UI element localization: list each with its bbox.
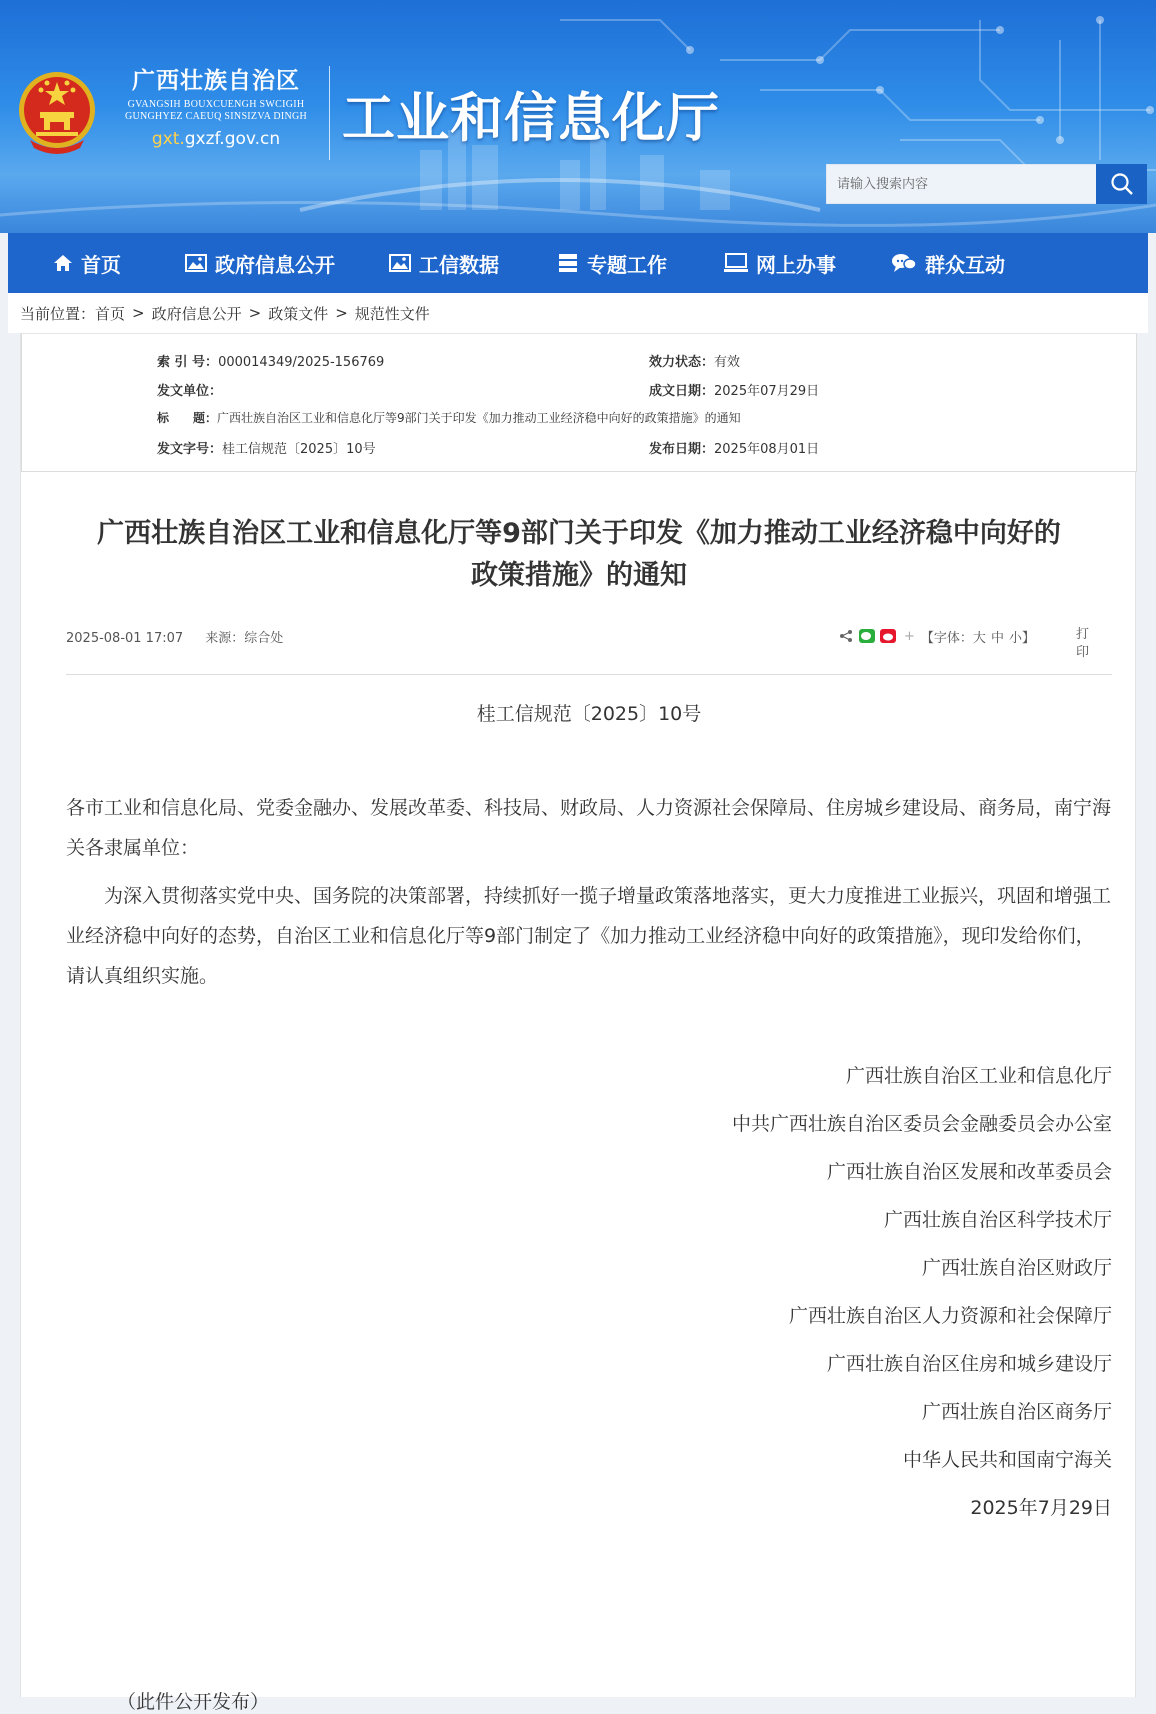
publish-note: （此件公开发布） — [117, 1691, 270, 1713]
meta-value: 2025年08月01日 — [714, 442, 820, 457]
recipients-paragraph: 各市工业和信息化局、党委金融办、发展改革委、科技局、财政局、人力资源社会保障局、住房城乡建设局、商务局，南宁海关各隶属单位： — [66, 797, 1112, 859]
nav-item-home[interactable] — [8, 233, 160, 293]
article-tools — [839, 627, 1035, 645]
meta-label: 标 题： — [157, 411, 218, 425]
nav-item-public-interaction[interactable] — [864, 233, 1032, 293]
nav-label: 工信数据 — [419, 252, 499, 277]
share-icon[interactable] — [839, 629, 853, 643]
article-title-line-1: 广西壮族自治区工业和信息化厅等9部门关于印发《加力推动工业经济稳中向好的 — [97, 518, 1061, 549]
breadcrumb-link-policy[interactable]: 政策文件 — [268, 304, 329, 323]
meta-label: 索 引 号： — [157, 355, 219, 370]
header-divider — [329, 66, 330, 160]
meta-value: 000014349/2025-156769 — [218, 355, 385, 370]
weibo-icon[interactable] — [880, 629, 896, 643]
content-panel — [20, 333, 1136, 1713]
nav-item-online-services[interactable] — [696, 233, 864, 293]
nav-label: 专题工作 — [587, 252, 667, 277]
signatory: 广西壮族自治区科学技术厅 — [883, 1209, 1112, 1231]
breadcrumb-link-normative[interactable]: 规范性文件 — [354, 304, 430, 323]
wechat-icon[interactable] — [859, 629, 875, 643]
meta-label: 成文日期： — [649, 384, 715, 399]
meta-value: 2025年07月29日 — [714, 384, 820, 399]
article-title — [61, 513, 1097, 597]
breadcrumb-separator: > — [132, 304, 145, 322]
nav-label: 首页 — [81, 252, 121, 277]
signatory: 广西壮族自治区住房和城乡建设厅 — [826, 1353, 1112, 1375]
meta-label: 发文字号： — [157, 442, 223, 457]
province-zhuang-name — [118, 99, 314, 123]
font-small-button[interactable]: 小 — [1008, 630, 1022, 646]
document-metadata — [21, 333, 1137, 472]
signatory: 广西壮族自治区财政厅 — [921, 1257, 1112, 1279]
meta-published — [649, 438, 819, 457]
meta-value: 广西壮族自治区工业和信息化厅等9部门关于印发《加力推动工业经济稳中向好的政策措施》的通知 — [217, 411, 741, 425]
signatory: 广西壮族自治区发展和改革委员会 — [826, 1161, 1112, 1183]
breadcrumb-separator: > — [248, 304, 262, 322]
province-block — [118, 62, 314, 149]
article-info — [66, 627, 283, 646]
font-size-label: 【字体： — [920, 630, 973, 646]
document-number: 桂工信规范〔2025〕10号 — [476, 703, 702, 725]
signatory: 广西壮族自治区商务厅 — [921, 1401, 1112, 1423]
site-url-domain: gxzf.gov.cn — [184, 129, 281, 149]
body-paragraph: 为深入贯彻落实党中央、国务院的决策部署，持续抓好一揽子增量政策落地落实，更大力度推进工业振兴，巩固和增强工业经济稳中向好的态势，自治区工业和信息化厅等9部门制定了《加力推动工业经济稳中向好的政策措施》，现印发给你们，请认真组织实施。 — [66, 885, 1112, 987]
province-zhuang-line-2: GUNGHYEZ CAEUQ SINSIZVA DINGH — [124, 111, 308, 122]
more-share[interactable]: + — [904, 628, 915, 644]
breadcrumb — [8, 293, 1148, 333]
font-medium-button[interactable]: 中 — [990, 630, 1004, 646]
font-size-close: 】 — [1021, 630, 1035, 646]
picture-icon — [389, 254, 411, 272]
main-nav — [8, 233, 1148, 293]
breadcrumb-label: 当前位置： — [20, 304, 96, 323]
home-icon — [53, 253, 73, 273]
meta-value: 桂工信规范〔2025〕10号 — [222, 442, 376, 457]
signatory: 广西壮族自治区人力资源和社会保障厅 — [788, 1305, 1112, 1327]
province-name: 广西壮族自治区 — [132, 68, 300, 94]
nav-item-special-topics[interactable] — [528, 233, 696, 293]
meta-created — [649, 380, 819, 399]
meta-status — [649, 351, 740, 370]
signatory: 中共广西壮族自治区委员会金融委员会办公室 — [731, 1113, 1112, 1135]
stack-icon — [557, 253, 579, 273]
search-box — [826, 164, 1098, 204]
publish-datetime: 2025-08-01 17:07 — [66, 631, 184, 646]
nav-label: 群众互动 — [925, 252, 1005, 277]
department-title: 工业和信息化厅 — [342, 87, 720, 149]
article-source: 来源：综合处 — [205, 631, 284, 646]
monitor-icon — [724, 253, 748, 273]
meta-docnum — [157, 438, 376, 457]
nav-item-data[interactable] — [360, 233, 528, 293]
breadcrumb-separator: > — [335, 304, 348, 322]
meta-label: 发文单位： — [157, 384, 223, 399]
meta-label: 发布日期： — [649, 442, 715, 457]
nav-item-gov-info[interactable] — [160, 233, 360, 293]
province-zhuang-line-1: GVANGSIH BOUXCUENGH SWCIGIH — [127, 99, 305, 110]
signatory: 中华人民共和国南宁海关 — [902, 1449, 1112, 1471]
search-icon — [1110, 172, 1134, 196]
signatory: 广西壮族自治区工业和信息化厅 — [845, 1065, 1112, 1087]
picture-icon — [185, 254, 207, 272]
meta-label: 效力状态： — [649, 355, 715, 370]
search-button[interactable] — [1096, 164, 1147, 204]
sign-date: 2025年7月29日 — [970, 1497, 1112, 1519]
nav-label: 网上办事 — [756, 252, 836, 277]
breadcrumb-link-home[interactable]: 首页 — [95, 304, 126, 323]
meta-value: 有效 — [714, 355, 741, 370]
chat-icon — [891, 253, 917, 273]
meta-issuer — [157, 380, 222, 399]
site-url[interactable] — [118, 129, 314, 149]
national-emblem — [16, 68, 98, 158]
font-large-button[interactable]: 大 — [972, 630, 986, 646]
meta-title — [157, 409, 741, 426]
site-url-prefix: gxt. — [151, 129, 185, 149]
article-title-line-2: 政策措施》的通知 — [471, 560, 687, 591]
nav-label: 政府信息公开 — [215, 252, 335, 277]
site-header — [0, 0, 1156, 233]
article-divider — [66, 674, 1112, 675]
meta-index — [157, 351, 384, 370]
breadcrumb-link-gov-info[interactable]: 政府信息公开 — [151, 304, 242, 323]
search-input[interactable] — [827, 165, 1097, 203]
print-button[interactable]: 打印 — [1076, 627, 1090, 660]
